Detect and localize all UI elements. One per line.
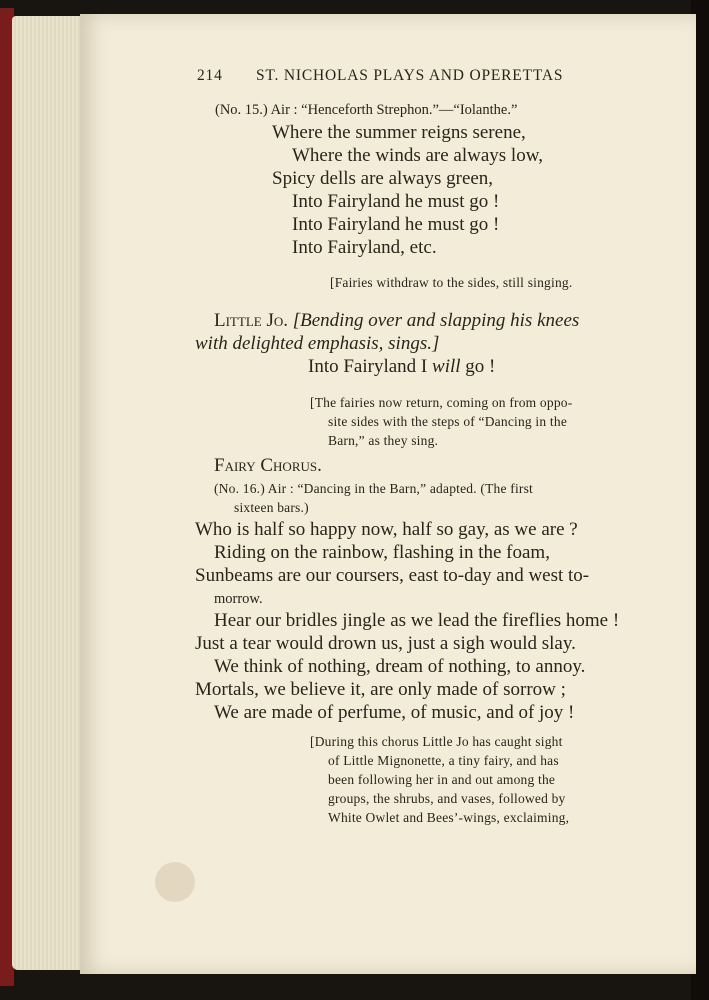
verse-line: Where the winds are always low, — [292, 145, 543, 166]
stage-direction: White Owlet and Bees’-wings, exclaiming, — [328, 810, 570, 825]
chorus-line: morrow. — [214, 591, 263, 607]
air-note-16-cont: sixteen bars.) — [234, 500, 309, 515]
stage-direction: [During this chorus Little Jo has caught sight — [310, 734, 563, 749]
stage-direction-inline: with delighted emphasis, sings.] — [195, 333, 440, 354]
stage-direction: groups, the shrubs, and vases, followed by — [328, 791, 566, 806]
stage-direction: [The fairies now return, coming on from oppo- — [310, 395, 573, 410]
verse-line: Spicy dells are always green, — [272, 168, 494, 189]
verse-line: Into Fairyland he must go ! — [292, 214, 500, 235]
air-note-16: (No. 16.) Air : “Dancing in the Barn,” adapted. (The first — [214, 481, 534, 496]
verse-line: Where the summer reigns serene, — [272, 122, 526, 143]
chorus-line: Mortals, we believe it, are only made of sorrow ; — [195, 679, 566, 700]
stage-direction: site sides with the steps of “Dancing in the — [328, 414, 568, 429]
page-edges — [12, 16, 82, 970]
sung-line: Into Fairyland I will go ! — [308, 356, 496, 377]
chorus-line: We think of nothing, dream of nothing, to annoy. — [214, 656, 586, 677]
verse-line: Into Fairyland, etc. — [292, 237, 437, 258]
book-page — [80, 14, 696, 974]
chorus-title: Fairy Chorus. — [214, 455, 322, 476]
chorus-line: Hear our bridles jingle as we lead the fireflies home ! — [214, 610, 620, 631]
page-number: 214 — [197, 67, 223, 84]
stage-direction: of Little Mignonette, a tiny fairy, and has — [328, 753, 559, 768]
chorus-line: We are made of perfume, of music, and of joy ! — [214, 702, 575, 723]
chorus-line: Riding on the rainbow, flashing in the foam, — [214, 542, 550, 563]
stage-direction: Barn,” as they sing. — [328, 433, 439, 448]
air-note-15: (No. 15.) Air : “Henceforth Strephon.”—“Iolanthe.” — [215, 102, 518, 118]
chorus-line: Sunbeams are our coursers, east to-day and west to- — [195, 565, 590, 586]
chorus-line: Just a tear would drown us, just a sigh would slay. — [195, 633, 576, 654]
verse-line: Into Fairyland he must go ! — [292, 191, 500, 212]
chorus-line: Who is half so happy now, half so gay, as we are ? — [195, 519, 578, 540]
stage-direction: been following her in and out among the — [328, 772, 556, 787]
speaker-name: Little Jo. — [214, 310, 288, 331]
page-stain — [155, 862, 195, 902]
running-title: ST. NICHOLAS PLAYS AND OPERETTAS — [256, 67, 564, 84]
stage-direction-inline: [Bending over and slapping his knees — [292, 310, 580, 331]
stage-direction: [Fairies withdraw to the sides, still singing. — [330, 275, 573, 290]
